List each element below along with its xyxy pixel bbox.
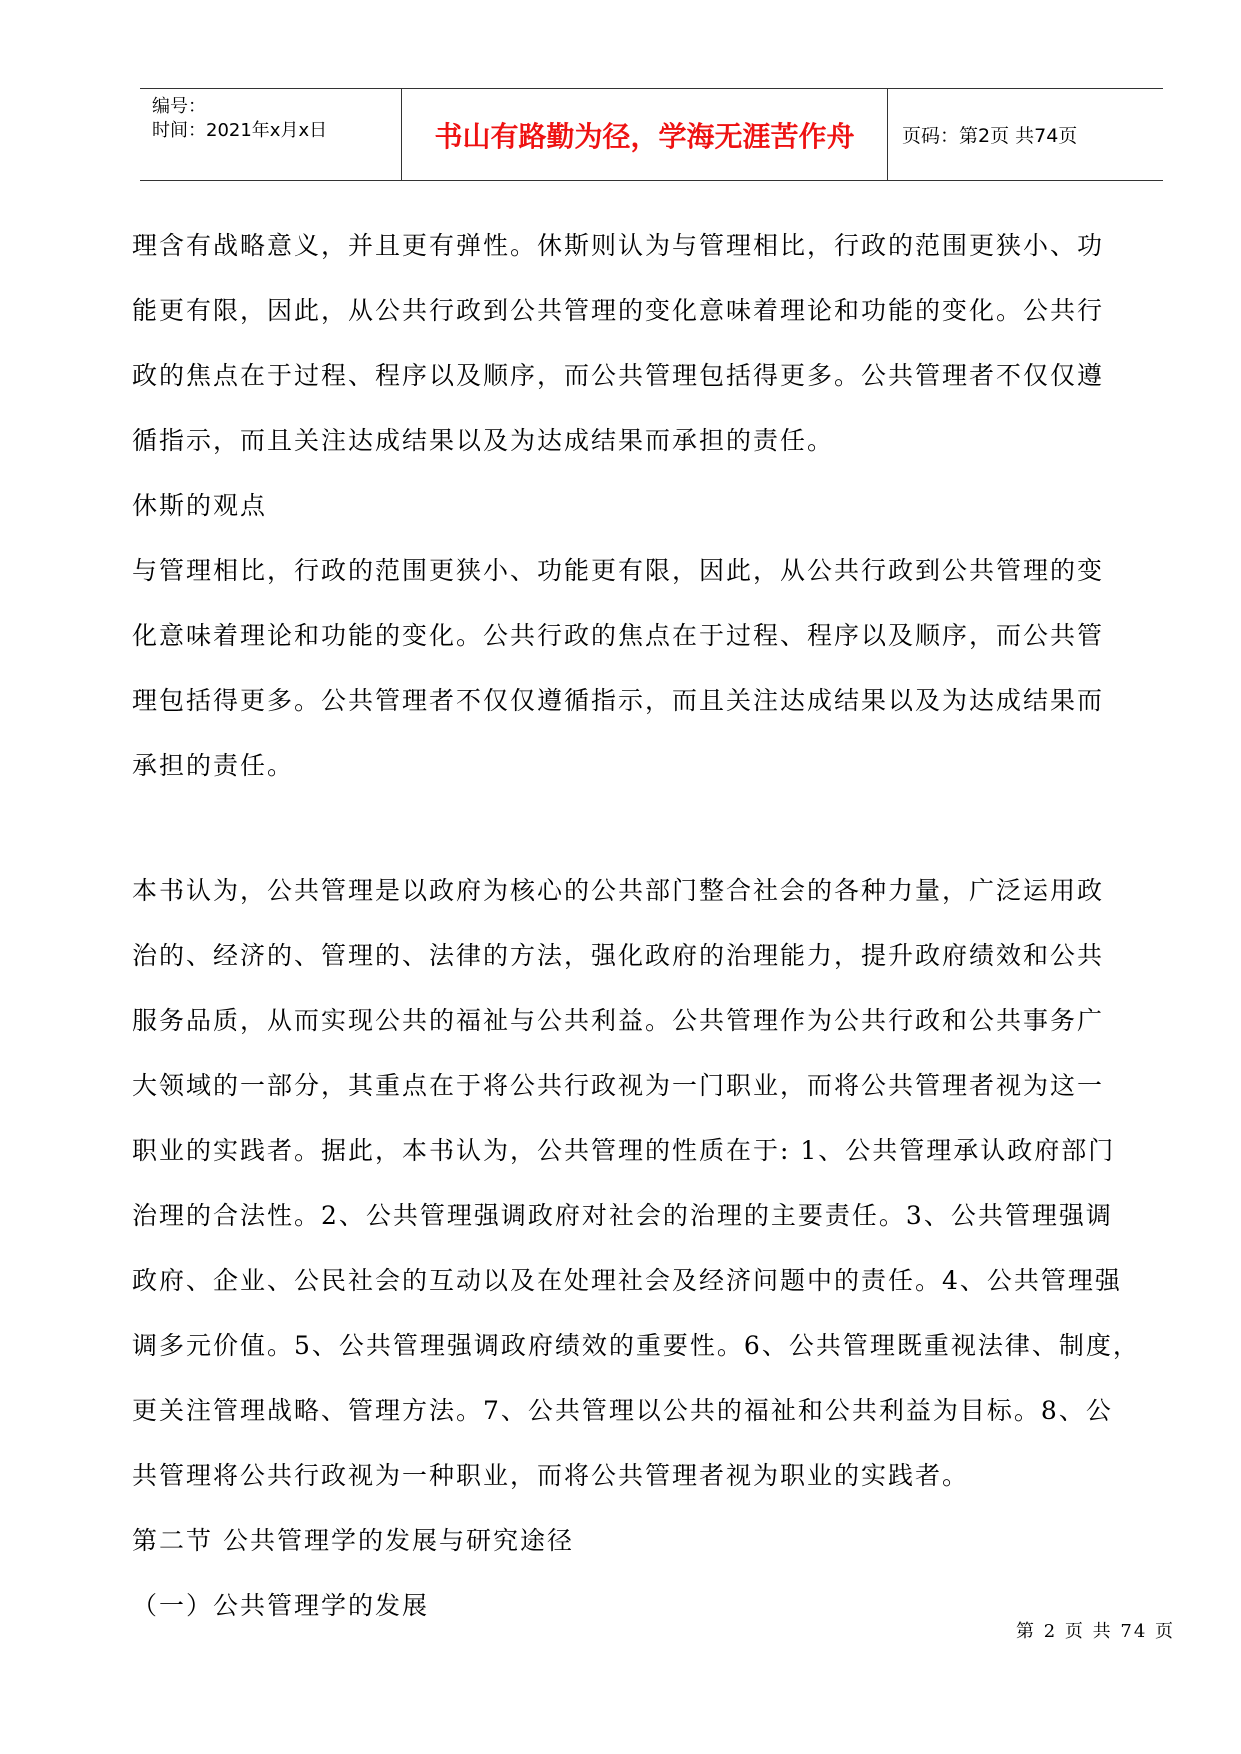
paragraph-line: 化意味着理论和功能的变化。公共行政的焦点在于过程、程序以及顺序，而公共管: [132, 621, 1105, 650]
paragraph-line: 政的焦点在于过程、程序以及顺序，而公共管理包括得更多。公共管理者不仅仅遵: [132, 361, 1105, 390]
paragraph-line: 承担的责任。: [132, 751, 295, 780]
document-body: [132, 213, 1182, 1638]
page-footer: 第 2 页 共 74 页: [1016, 1621, 1175, 1642]
paragraph-line: 理包括得更多。公共管理者不仅仅遵循指示，而且关注达成结果以及为达成结果而: [132, 686, 1105, 715]
paragraph-line: 治的、经济的、管理的、法律的方法，强化政府的治理能力，提升政府绩效和公共: [132, 941, 1105, 970]
paragraph-line: 与管理相比，行政的范围更狭小、功能更有限，因此，从公共行政到公共管理的变: [132, 556, 1105, 585]
paragraph-line: 本书认为，公共管理是以政府为核心的公共部门整合社会的各种力量，广泛运用政: [132, 876, 1105, 905]
paragraph-line: 调多元价值。5、公共管理强调政府绩效的重要性。6、公共管理既重视法律、制度，: [132, 1331, 1140, 1360]
header-page-info: 页码：第2页 共74页: [902, 125, 1078, 147]
paragraph-spacer: [132, 798, 1182, 858]
document-number-label: 编号：: [152, 96, 206, 117]
paragraph-line: 大领域的一部分，其重点在于将公共行政视为一门职业，而将公共管理者视为这一: [132, 1071, 1105, 1100]
subsection-title: （一）公共管理学的发展: [132, 1591, 430, 1620]
header-motto: 书山有路勤为径，学海无涯苦作舟: [402, 89, 888, 180]
page-header: [140, 88, 1163, 181]
paragraph-line: 共管理将公共行政视为一种职业，而将公共管理者视为职业的实践者。: [132, 1461, 970, 1490]
header-meta: [140, 89, 402, 180]
document-time-label: 时间：2021年x月x日: [152, 120, 328, 141]
paragraph-line: 更关注管理战略、管理方法。7、公共管理以公共的福祉和公共利益为目标。8、公: [132, 1396, 1113, 1425]
paragraph-line: 治理的合法性。2、公共管理强调政府对社会的治理的主要责任。3、公共管理强调: [132, 1201, 1113, 1230]
paragraph-line: 理含有战略意义，并且更有弹性。休斯则认为与管理相比，行政的范围更狭小、功: [132, 231, 1105, 260]
paragraph-line: 能更有限，因此，从公共行政到公共管理的变化意味着理论和功能的变化。公共行: [132, 296, 1105, 325]
section-title: 第二节 公共管理学的发展与研究途径: [132, 1526, 574, 1555]
paragraph-line: 政府、企业、公民社会的互动以及在处理社会及经济问题中的责任。4、公共管理强: [132, 1266, 1122, 1295]
paragraph-line: 服务品质，从而实现公共的福祉与公共利益。公共管理作为公共行政和公共事务广: [132, 1006, 1105, 1035]
paragraph-line: 职业的实践者。据此，本书认为，公共管理的性质在于: 1、公共管理承认政府部门: [132, 1136, 1116, 1165]
paragraph-line: 循指示，而且关注达成结果以及为达成结果而承担的责任。: [132, 426, 835, 455]
section-heading: 休斯的观点: [132, 491, 268, 520]
